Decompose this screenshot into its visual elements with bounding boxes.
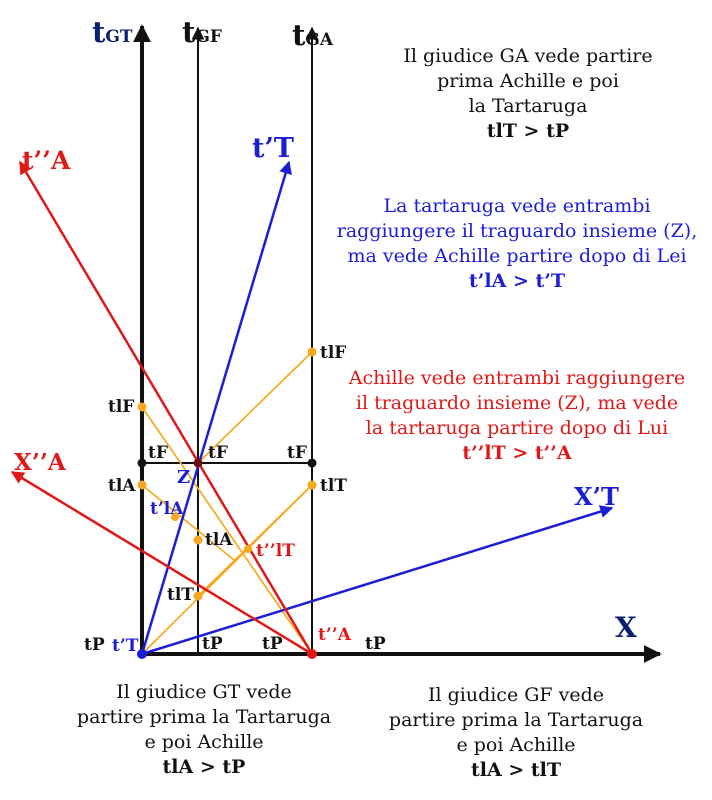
label-t1T-origin: t’T	[112, 636, 139, 656]
relation: tlT > tP	[486, 120, 570, 142]
text-line: ma vede Achille partire dopo di Lei	[347, 245, 687, 267]
label-tF-right: tF	[287, 443, 307, 463]
text-tortoise	[325, 194, 709, 294]
text-line: Achille vede entrambi raggiungere	[348, 367, 686, 389]
text-judge-GT	[48, 680, 360, 780]
label-tlA-mid: tlA	[205, 530, 233, 550]
label-tGF: tGF	[182, 15, 222, 49]
text-line: il traguardo insieme (Z), ma vede	[355, 392, 679, 414]
point-Z	[194, 459, 203, 468]
text-judge-GA	[372, 44, 684, 144]
text-line: e poi Achille	[456, 734, 576, 756]
text-line: Il giudice GA vede partire	[403, 45, 653, 67]
label-tlT-right: tlT	[320, 476, 347, 496]
label-tlF-left: tlF	[108, 397, 135, 417]
label-t1lA: t’lA	[150, 499, 184, 519]
text-line: prima Achille e poi	[437, 70, 619, 92]
label-tGA: tGA	[292, 18, 334, 52]
relation: t’lA > t’T	[468, 270, 566, 292]
point-origin-achilles	[307, 649, 317, 659]
label-tGT: tGT	[92, 15, 133, 49]
text-line: La tartaruga vede entrambi	[383, 195, 651, 217]
label-t2lT: t’’lT	[256, 541, 295, 561]
point-origin-tortoise	[137, 649, 147, 659]
label-tP-3: tP	[262, 634, 283, 654]
relation: t’’lT > t’’A	[462, 442, 572, 464]
point-tlF-left	[138, 403, 147, 412]
relation: tlA > tlT	[470, 759, 562, 781]
label-tP-1: tP	[84, 635, 105, 655]
label-t2A: t’’A	[22, 146, 71, 175]
point-tlT-mid	[194, 592, 203, 601]
text-line: e poi Achille	[144, 731, 264, 753]
label-t1T: t’T	[252, 133, 294, 164]
text-line: Il giudice GF vede	[427, 684, 605, 706]
point-t2lT	[244, 545, 252, 553]
label-tF-mid: tF	[208, 443, 228, 463]
point-tlA-mid	[194, 536, 203, 545]
label-X2A: X’’A	[14, 449, 66, 476]
point-tF-right	[308, 459, 317, 468]
label-X: X	[615, 611, 637, 644]
text-line: la tartaruga partire dopo di Lui	[365, 417, 669, 439]
label-tF-left: tF	[148, 443, 168, 463]
label-Z: Z	[177, 467, 191, 488]
label-tlA-left: tlA	[108, 476, 136, 496]
label-t2A-origin: t’’A	[318, 625, 351, 645]
text-line: raggiungere il traguardo insieme (Z),	[336, 220, 698, 242]
label-tlF-right: tlF	[320, 343, 347, 363]
label-tP-4: tP	[365, 634, 386, 654]
text-judge-GF	[360, 683, 672, 783]
point-tlA-left	[138, 481, 147, 490]
text-line: Il giudice GT vede	[116, 681, 292, 703]
text-line: la Tartaruga	[468, 95, 588, 117]
point-tlF-right	[308, 348, 317, 357]
text-line: partire prima la Tartaruga	[388, 709, 644, 731]
label-tP-2: tP	[202, 634, 223, 654]
text-achilles	[325, 366, 709, 466]
label-X1T: X’T	[574, 482, 619, 511]
label-tlT-mid: tlT	[167, 585, 194, 605]
point-tF-left	[138, 459, 147, 468]
text-line: partire prima la Tartaruga	[76, 706, 332, 728]
relation: tlA > tP	[162, 756, 246, 778]
point-tlT-right	[308, 481, 317, 490]
